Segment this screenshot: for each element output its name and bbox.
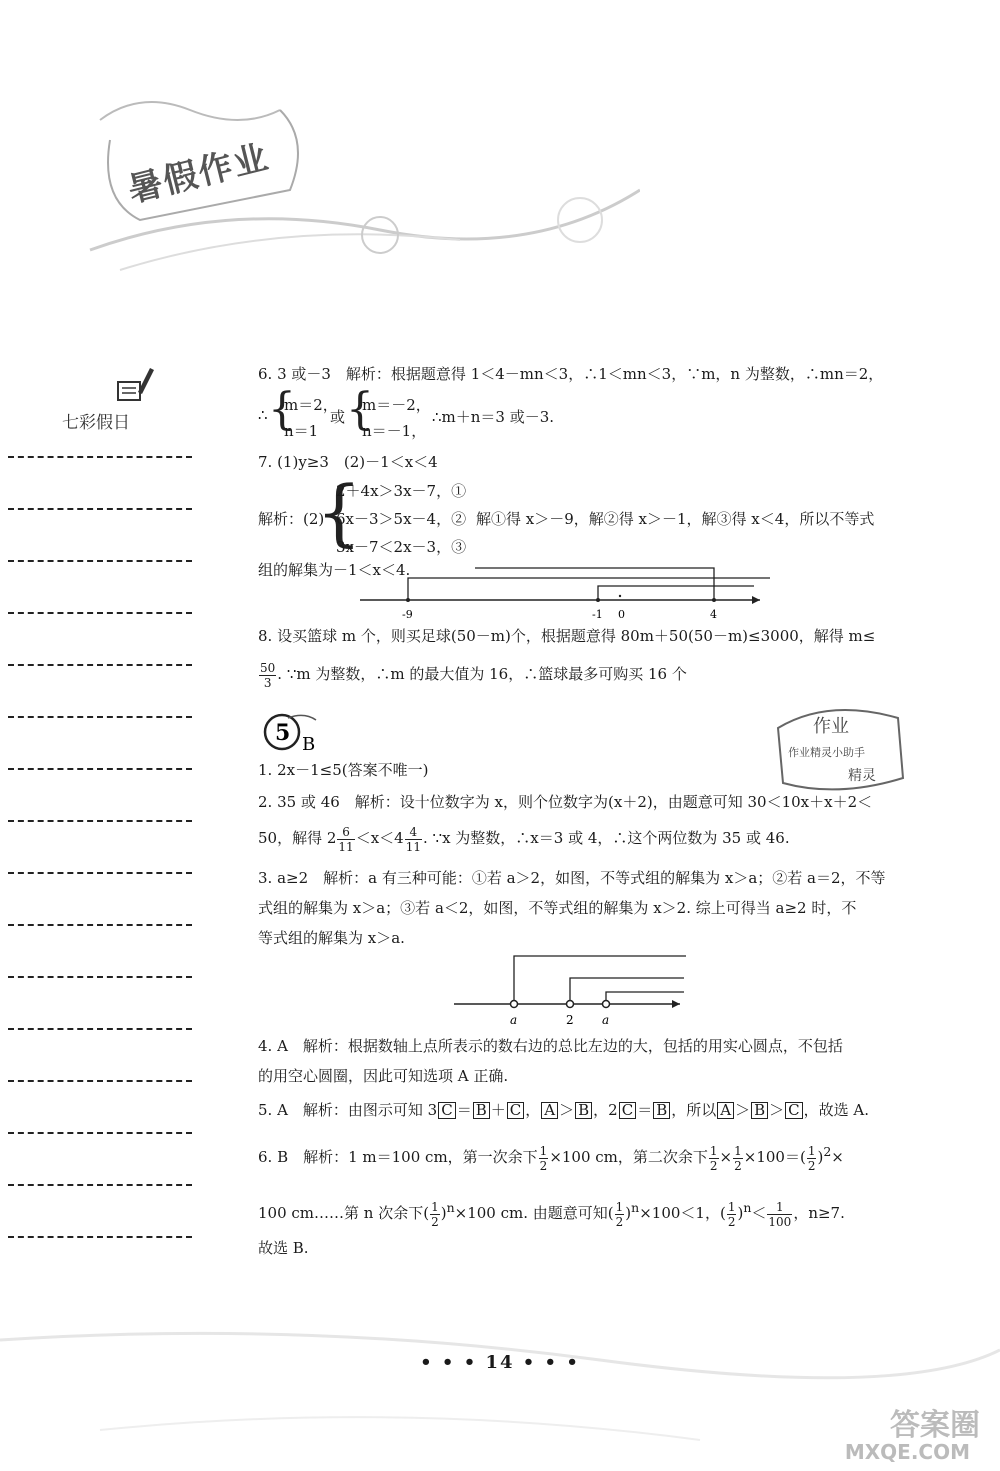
page-title: 暑假作业 [124,136,274,211]
brace: { [346,384,374,435]
q6-sys1-a: m＝2， [284,396,338,414]
s5q6-line1: 6. B 解析：1 m＝100 cm，第一次余下 $\frac{1}{2}$ ×100 cm，第二次余下 $\frac{1}{2}$ × $\frac{1}{2}$ ×100＝( $\frac{1}{2}$ )$^2$× [258,1143,844,1173]
s5q6-line3: 故选 B. [258,1239,309,1257]
section-number: 5 [275,720,291,746]
stamp-line1: 作业 [813,716,849,737]
s5q4-line1: 4. A 解析：根据数轴上点所表示的数右边的总比左边的大，包括的用实心圆点，不包括 [258,1037,843,1055]
s5q5: 5. A 解析：由图示可知 3 C ＝ B ＋ C ， A ＞ B ，2 C ＝ B ，所以 A ＞ B ＞ C ，故选 A. [258,1101,870,1119]
brace: { [268,384,296,435]
s5q2-line1: 2. 35 或 46 解析：设十位数字为 x，则个位数字为(x＋2)，由题意可知 30＜10x＋x＋2＜ [258,793,873,811]
note-line [8,976,192,978]
s5q3-number-line [450,948,690,1030]
axis-label-0: 0 [618,608,625,621]
q7-ineq1: 2＋4x＞3x－7，① [336,482,467,500]
q6-sys2-b: n＝－1， [362,422,427,440]
axis-label-2: 2 [566,1013,574,1027]
s5q2-line2: 50，解得 2 $\frac{6}{11}$ ＜x＜4 $\frac{4}{11}$ . ∵x 为整数，∴x＝3 或 4，∴这个两位数为 35 或 46. [258,824,790,854]
s5q3-line1: 3. a≥2 解析：a 有三种可能：①若 a＞2，如图，不等式组的解集为 x＞a；②若 a＝2，不等 [258,869,886,887]
q7-ineq3: 3x－7＜2x－3，③ [336,538,467,556]
q6-tail: ∴m＋n＝3 或－3. [432,408,555,426]
q6-systems [258,384,818,440]
axis-label-a2: a [602,1013,610,1027]
q7-number-line [350,560,770,626]
note-line [8,1028,192,1030]
axis-label-4: 4 [710,608,717,621]
s5q3-line2: 式组的解集为 x＞a；③若 a＜2，如图，不等式组的解集为 x＞2. 综上可得当 a≥2 时，不 [258,899,857,917]
page-number: • • • 14 • • • [420,1352,580,1373]
note-line [8,1236,192,1238]
axis-label-neg9: -9 [402,608,413,621]
note-line [8,612,192,614]
section-letter: B [302,734,316,755]
q7-conclusion: 组的解集为－1＜x＜4. [258,561,411,579]
q6-sys1-b: n＝1 [284,422,319,440]
stamp-line2: 作业精灵小助手 [788,746,865,759]
q8-line1: 8. 设买篮球 m 个，则买足球(50－m)个，根据题意得 80m＋50(50－m)≤3000，解得 m≤ [258,627,876,645]
note-line [8,872,192,874]
q7-ineq2: 6x－3＞5x－4，② [336,510,467,528]
note-line [8,508,192,510]
axis-label-neg1: -1 [592,608,603,621]
s5q1: 1. 2x－1≤5(答案不唯一) [258,761,429,779]
s5q3-line3: 等式组的解集为 x＞a. [258,929,405,947]
fraction-50-3: $\frac{50}{3}$ [260,660,276,690]
note-line [8,924,192,926]
watermark-logo: 答案圈 [890,1408,980,1443]
note-line [8,664,192,666]
note-line [8,820,192,822]
note-line [8,768,192,770]
s5q4-line2: 的用空心圆圈，因此可知选项 A 正确. [258,1067,509,1085]
watermark-url: MXQE.COM [844,1440,970,1464]
s5q6-line2: 100 cm……第 n 次余下( $\frac{1}{2}$ )$^n$×100 cm. 由题意可知( $\frac{1}{2}$ )$^n$×100＜1，( $\frac{1}{2}$ )$^n$＜ $\frac{1}{100}$ ，n≥7. [258,1199,845,1229]
note-line [8,1184,192,1186]
q7-explain: 解①得 x＞－9，解②得 x＞－1，解③得 x＜4，所以不等式 [476,510,875,528]
stamp-line3: 精灵 [848,768,876,784]
section-badge [260,706,340,756]
axis-label-a1: a [510,1013,518,1027]
q6-therefore: ∴ [258,406,268,424]
pen-notebook-icon [112,362,156,406]
note-line [8,560,192,562]
q7-answer: 7. (1)y≥3 (2)－1＜x＜4 [258,453,438,471]
q6-sys2-a: m＝－2， [362,396,431,414]
brace: { [316,470,362,554]
note-line [8,456,192,458]
sidebar-label: 七彩假日 [62,413,130,433]
q6-line1: 6. 3 或－3 解析：根据题意得 1＜4－mn＜3，∴1＜mn＜3，∵m，n 为整数，∴mn＝2， [258,365,884,383]
q7-prefix: 解析：(2) [258,510,325,528]
note-line [8,1132,192,1134]
q7-system [258,470,898,556]
stamp-watermark [768,698,908,798]
q8-line2: $\frac{50}{3}$ . ∵m 为整数，∴m 的最大值为 16，∴篮球最多可购买 16 个 [260,660,687,690]
q6-or: 或 [330,408,346,426]
note-line [8,716,192,718]
note-line [8,1080,192,1082]
